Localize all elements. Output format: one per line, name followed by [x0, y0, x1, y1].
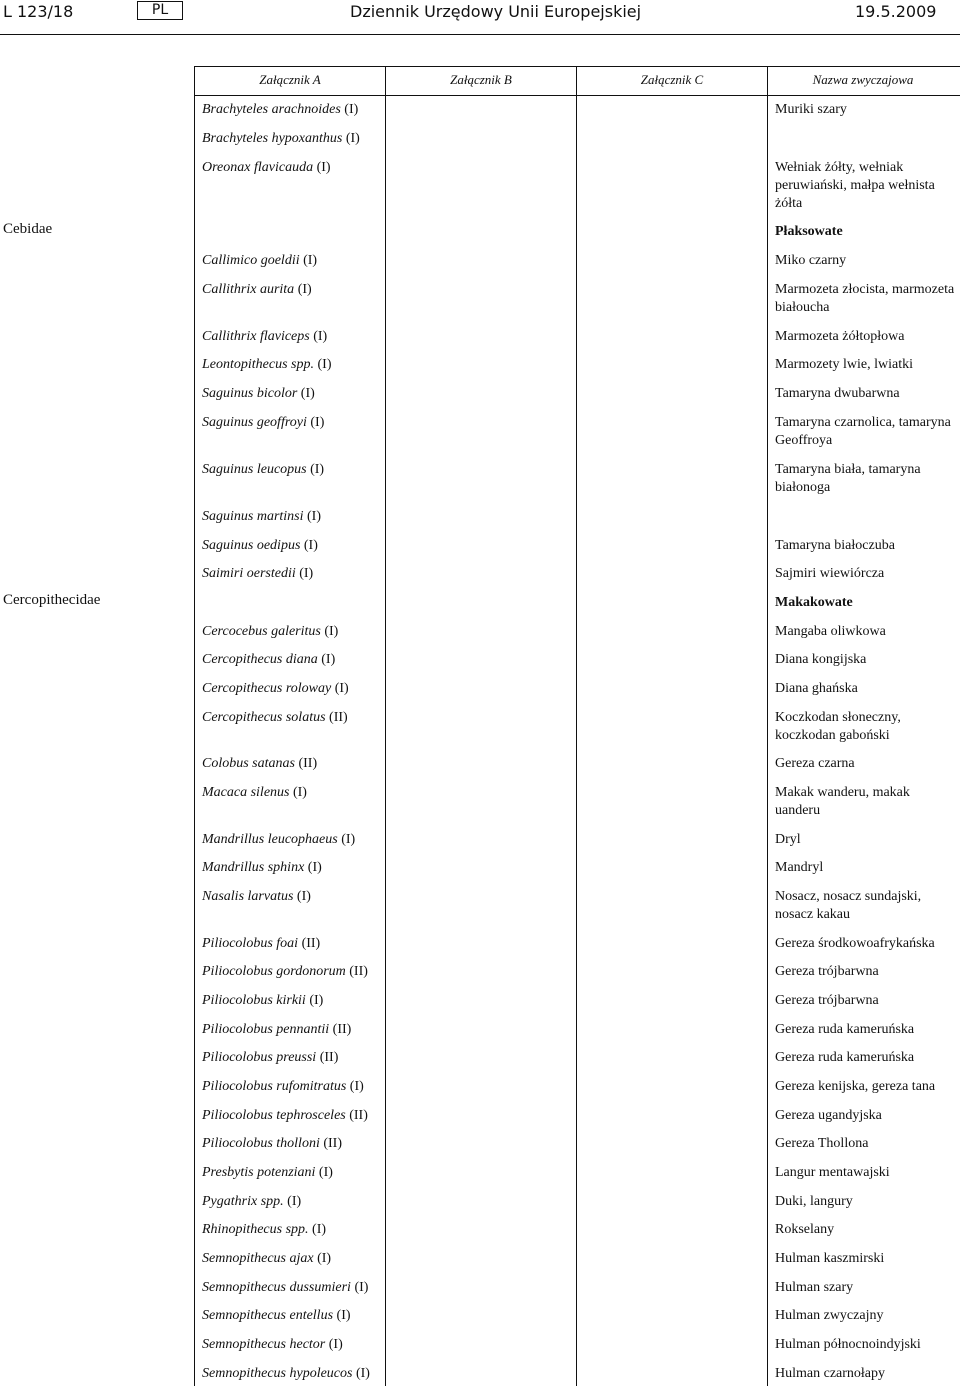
common-name: Langur mentawajski	[775, 1165, 890, 1180]
species-name	[202, 538, 318, 554]
species-binomial: Semnopithecus entellus	[202, 1308, 334, 1323]
common-name: Miko czarny	[775, 253, 847, 268]
table-row	[0, 1044, 960, 1073]
common-name: Gereza ruda kameruńska	[775, 1022, 915, 1037]
common-name: Gereza trójbarwna	[775, 964, 879, 979]
publication-date: 19.5.2009	[855, 2, 937, 21]
common-name: Koczkodan słoneczny, koczkodan gaboński	[775, 710, 901, 743]
annex-marker: (I)	[317, 357, 332, 372]
annex-marker: (I)	[310, 462, 325, 477]
annex-marker: (I)	[292, 785, 307, 800]
annex-marker: (I)	[296, 889, 311, 904]
common-name: Gereza Thollona	[775, 1136, 869, 1151]
species-binomial: Piliocolobus gordonorum	[202, 964, 346, 979]
species-name	[202, 624, 338, 640]
species-binomial: Presbytis potenziani	[202, 1165, 316, 1180]
table-row	[0, 1130, 960, 1159]
common-name: Nosacz, nosacz sundajski, nosacz kakau	[775, 889, 922, 922]
common-name: Mangaba oliwkowa	[775, 624, 886, 639]
species-name	[202, 889, 311, 905]
annex-marker: (II)	[349, 964, 368, 979]
common-name: Diana kongijska	[775, 652, 867, 667]
table-row	[0, 351, 960, 380]
family-name: Cebidae	[3, 221, 53, 237]
annex-marker: (I)	[328, 1337, 343, 1352]
common-name: Mandryl	[775, 860, 824, 875]
species-name	[202, 964, 368, 980]
table-row	[0, 618, 960, 646]
common-name: Marmozety lwie, lwiatki	[775, 357, 914, 372]
species-binomial: Semnopithecus hector	[202, 1337, 326, 1352]
table-row	[0, 750, 960, 779]
annex-marker: (I)	[316, 160, 331, 175]
common-name: Hulman czarnołapy	[775, 1366, 886, 1381]
common-name: Rokselany	[775, 1222, 835, 1237]
family-name: Cercopithecidae	[3, 592, 101, 608]
table-row	[0, 779, 960, 826]
common-name: Gereza środkowoafrykańska	[775, 936, 935, 951]
common-name: Makak wanderu, makak uanderu	[775, 785, 910, 818]
table-row	[0, 1331, 960, 1360]
table-row	[0, 1073, 960, 1102]
species-binomial: Saguinus geoffroyi	[202, 415, 307, 430]
annex-marker: (II)	[332, 1022, 352, 1037]
species-name	[202, 681, 349, 697]
species-name	[202, 329, 327, 345]
species-binomial: Saguinus oedipus	[202, 538, 301, 553]
species-name	[202, 756, 317, 772]
common-name: Makakowate	[775, 595, 853, 610]
species-binomial: Leontopithecus spp.	[202, 357, 314, 372]
journal-title: Dziennik Urzędowy Unii Europejskiej	[350, 2, 642, 21]
species-binomial: Brachyteles arachnoides	[202, 102, 341, 117]
common-name: Marmozeta żółtopłowa	[775, 329, 905, 344]
common-name: Tamaryna czarnolica, tamaryna Geoffroya	[775, 415, 951, 448]
common-name: Tamaryna dwubarwna	[775, 386, 900, 401]
annex-marker: (I)	[345, 131, 360, 146]
common-name: Duki, langury	[775, 1194, 853, 1209]
species-binomial: Semnopithecus ajax	[202, 1251, 314, 1266]
species-binomial: Colobus satanas	[202, 756, 295, 771]
table-row	[0, 125, 960, 154]
common-name: Hulman szary	[775, 1280, 854, 1295]
species-binomial: Semnopithecus dussumieri	[202, 1280, 351, 1295]
species-binomial: Brachyteles hypoxanthus	[202, 131, 343, 146]
species-name	[202, 566, 313, 582]
species-binomial: Piliocolobus tephrosceles	[202, 1108, 346, 1123]
species-binomial: Saguinus leucopus	[202, 462, 307, 477]
table-row	[0, 1102, 960, 1130]
annex-marker: (I)	[336, 1308, 351, 1323]
species-name	[202, 462, 324, 478]
annex-marker: (I)	[299, 566, 314, 581]
species-name	[202, 160, 331, 176]
annex-marker: (I)	[318, 1165, 333, 1180]
annex-marker: (II)	[301, 936, 321, 951]
common-name: Tamaryna białoczuba	[775, 538, 895, 553]
table-row	[0, 826, 960, 854]
species-name	[202, 1280, 368, 1296]
column-header-annex-b: Załącznik B	[450, 72, 512, 87]
table-row	[0, 456, 960, 503]
table-row	[0, 958, 960, 987]
species-name	[202, 1165, 333, 1181]
species-binomial: Piliocolobus foai	[202, 936, 299, 951]
species-binomial: Callithrix flaviceps	[202, 329, 310, 344]
annex-marker: (I)	[349, 1079, 364, 1094]
species-binomial: Piliocolobus tholloni	[202, 1136, 320, 1151]
annex-marker: (I)	[321, 652, 336, 667]
species-binomial: Saimiri oerstedii	[202, 566, 296, 581]
common-name: Hulman zwyczajny	[775, 1308, 884, 1323]
annex-marker: (I)	[307, 860, 322, 875]
annex-marker: (II)	[298, 756, 318, 771]
table-row	[0, 675, 960, 704]
table-row	[0, 409, 960, 456]
page-number: L 123/18	[3, 2, 74, 21]
species-binomial: Cercopithecus solatus	[202, 710, 326, 725]
species-name	[202, 102, 358, 118]
species-binomial: Callithrix aurita	[202, 282, 295, 297]
species-name	[202, 1050, 338, 1066]
species-binomial: Mandrillus sphinx	[202, 860, 305, 875]
species-binomial: Rhinopithecus spp.	[202, 1222, 309, 1237]
table-row	[0, 323, 960, 351]
table-row	[0, 1159, 960, 1188]
language-badge: PL	[137, 1, 183, 20]
species-name	[202, 386, 315, 402]
annex-marker: (II)	[323, 1136, 342, 1151]
common-name: Płaksowate	[775, 224, 843, 239]
annex-marker: (I)	[287, 1194, 302, 1209]
annex-marker: (II)	[319, 1050, 339, 1065]
species-name	[202, 710, 348, 726]
species-binomial: Mandrillus leucophaeus	[202, 832, 338, 847]
species-name	[202, 1136, 342, 1152]
common-name: Gereza trójbarwna	[775, 993, 879, 1008]
species-name	[202, 860, 322, 876]
species-binomial: Semnopithecus hypoleucos	[202, 1366, 353, 1381]
species-binomial: Cercocebus galeritus	[202, 624, 321, 639]
column-header-common-name: Nazwa zwyczajowa	[812, 72, 914, 87]
table-row	[0, 1274, 960, 1302]
table-row	[0, 704, 960, 750]
table-row	[0, 380, 960, 409]
common-name: Gereza czarna	[775, 756, 855, 771]
header-rule	[0, 34, 960, 35]
species-name	[202, 1108, 368, 1124]
table-row	[0, 1016, 960, 1044]
species-name	[202, 652, 335, 668]
annex-marker: (I)	[324, 624, 339, 639]
species-name	[202, 1079, 364, 1095]
annex-marker: (II)	[349, 1108, 368, 1123]
table-row	[0, 503, 960, 532]
species-binomial: Saguinus bicolor	[202, 386, 298, 401]
species-name	[202, 832, 355, 848]
annex-marker: (I)	[334, 681, 349, 696]
species-binomial: Saguinus martinsi	[202, 509, 304, 524]
species-binomial: Piliocolobus pennantii	[202, 1022, 330, 1037]
annex-marker: (I)	[312, 1222, 327, 1237]
species-binomial: Piliocolobus preussi	[202, 1050, 317, 1065]
species-binomial: Cercopithecus roloway	[202, 681, 332, 696]
species-name	[202, 936, 320, 952]
table-row	[0, 1216, 960, 1245]
species-binomial: Nasalis larvatus	[202, 889, 294, 904]
common-name: Dryl	[775, 832, 801, 847]
species-name	[202, 131, 360, 147]
annex-marker: (I)	[355, 1366, 370, 1381]
species-name	[202, 253, 317, 269]
species-name	[202, 415, 324, 431]
species-table	[0, 96, 960, 1388]
common-name: Gereza kenijska, gereza tana	[775, 1079, 936, 1094]
annex-marker: (I)	[341, 832, 356, 847]
table-row	[0, 883, 960, 930]
species-name	[202, 357, 332, 373]
species-name	[202, 1022, 351, 1038]
table-row	[0, 646, 960, 675]
species-binomial: Piliocolobus rufomitratus	[202, 1079, 347, 1094]
species-name	[202, 1308, 351, 1324]
table-row	[0, 987, 960, 1016]
common-name: Hulman kaszmirski	[775, 1251, 885, 1266]
annex-marker: (I)	[300, 386, 315, 401]
species-name	[202, 1194, 301, 1210]
table-row	[0, 1302, 960, 1331]
common-name: Marmozeta złocista, marmozeta białoucha	[775, 282, 955, 315]
table-row	[0, 218, 960, 247]
page-header	[0, 0, 960, 34]
table-top-rule	[195, 66, 960, 67]
annex-marker: (I)	[310, 415, 325, 430]
table-row	[0, 589, 960, 618]
column-header-annex-c: Załącznik C	[640, 72, 704, 87]
species-name	[202, 509, 321, 525]
annex-marker: (I)	[307, 509, 322, 524]
common-name: Wełniak żółty, wełniak peruwiański, małpa wełnista żółta	[775, 160, 935, 211]
species-binomial: Cercopithecus diana	[202, 652, 318, 667]
table-row	[0, 930, 960, 958]
species-binomial: Macaca silenus	[202, 785, 290, 800]
annex-marker: (I)	[297, 282, 312, 297]
species-name	[202, 1251, 331, 1267]
column-header-annex-a: Załącznik A	[259, 72, 321, 87]
common-name: Hulman północnoindyjski	[775, 1337, 921, 1352]
annex-marker: (I)	[313, 329, 328, 344]
annex-marker: (I)	[303, 538, 318, 553]
annex-marker: (I)	[344, 102, 359, 117]
table-row	[0, 1245, 960, 1274]
annex-marker: (I)	[354, 1280, 369, 1295]
species-name	[202, 1222, 326, 1238]
annex-marker: (I)	[309, 993, 324, 1008]
species-name	[202, 1366, 370, 1382]
table-row	[0, 1188, 960, 1216]
table-row	[0, 276, 960, 323]
table-row	[0, 532, 960, 560]
common-name: Gereza ruda kameruńska	[775, 1050, 915, 1065]
table-row	[0, 1360, 960, 1388]
species-name	[202, 1337, 343, 1353]
species-binomial: Oreonax flavicauda	[202, 160, 314, 175]
table-row	[0, 154, 960, 218]
species-name	[202, 993, 323, 1009]
table-row	[0, 247, 960, 276]
species-name	[202, 785, 307, 801]
species-binomial: Piliocolobus kirkii	[202, 993, 306, 1008]
common-name: Tamaryna biała, tamaryna białonoga	[775, 462, 921, 495]
annex-marker: (I)	[317, 1251, 332, 1266]
species-binomial: Pygathrix spp.	[202, 1194, 284, 1209]
annex-marker: (II)	[329, 710, 348, 725]
species-name	[202, 282, 312, 298]
species-binomial: Callimico goeldii	[202, 253, 300, 268]
table-row	[0, 96, 960, 125]
common-name: Sajmiri wiewiórcza	[775, 566, 885, 581]
common-name: Diana ghańska	[775, 681, 858, 696]
annex-marker: (I)	[303, 253, 318, 268]
common-name: Gereza ugandyjska	[775, 1108, 882, 1123]
table-row	[0, 854, 960, 883]
common-name: Muriki szary	[775, 102, 847, 117]
table-row	[0, 560, 960, 589]
